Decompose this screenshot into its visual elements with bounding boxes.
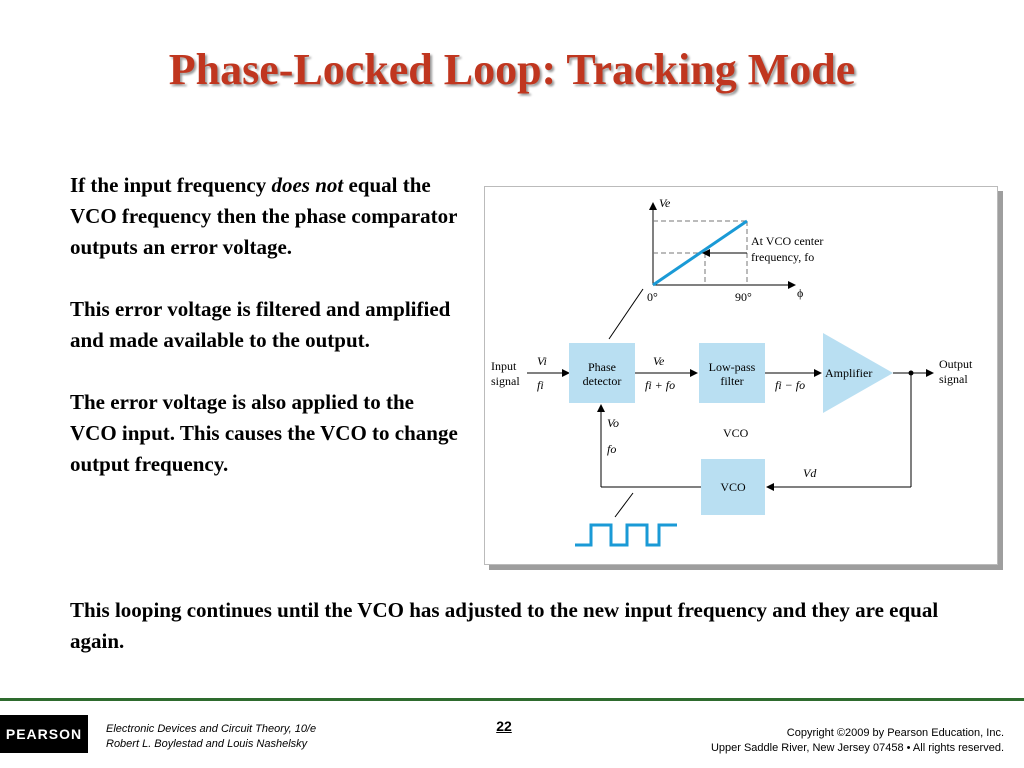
page-number: 22 [496,718,512,734]
input-label-1: Input [491,359,517,373]
fi-minus-fo-label: fi − fo [775,378,806,392]
paragraph-error-voltage: If the input frequency does not equal the VCO frequency then the phase comparator outputs an error voltage. [70,173,458,259]
fi-label: fi [537,378,544,392]
graph-annotation-2: frequency, fo [751,250,815,264]
ve-label: Ve [653,354,665,368]
fo-label: fo [607,442,617,456]
paragraph-filtered: This error voltage is filtered and amplified and made available to the output. [70,297,451,352]
body-text [70,170,460,511]
input-label-2: signal [491,374,520,388]
graph-y-label: Ve [659,196,671,210]
graph-tick-90: 90° [735,290,752,304]
vo-label: Vo [607,416,619,430]
slide-title: Phase-Locked Loop: Tracking Mode [168,45,856,94]
fi-plus-fo-label: fi + fo [645,378,676,392]
square-wave-pointer [615,493,633,517]
book-citation: Electronic Devices and Circuit Theory, 10/e Robert L. Boylestad and Louis Nashelsky [106,723,317,750]
square-wave-icon [575,525,677,545]
lowpass-label-2: filter [720,374,744,388]
conclusion-text: This looping continues until the VCO has adjusted to the new input frequency and they are equal again. [70,598,939,653]
pll-diagram-svg [485,187,997,564]
footer-divider [0,698,1024,701]
amplifier-label: Amplifier [825,366,873,380]
lowpass-label-1: Low-pass [708,360,756,374]
output-label-2: signal [939,372,968,386]
graph-annotation-1: At VCO center [751,234,824,248]
vco-block-label: VCO [720,480,746,494]
copyright-notice: Copyright ©2009 by Pearson Education, Inc. Upper Saddle River, New Jersey 07458 • All rights reserved. [710,727,1004,754]
graph-x-label: ϕ [797,286,804,300]
pll-block-diagram [484,186,998,565]
output-label-1: Output [939,357,973,371]
vi-label: Vi [537,354,547,368]
emphasis-does-not: does not [271,173,344,197]
paragraph-vco-input: The error voltage is also applied to the VCO input. This causes the VCO to change output frequency. [70,390,458,476]
graph-tick-0: 0° [647,290,658,304]
vd-label: Vd [803,466,817,480]
pearson-logo: PEARSON [0,715,88,753]
vco-label: VCO [723,426,749,440]
graph-pointer-line [609,289,643,339]
phase-detector-label-2: detector [582,374,622,388]
phase-detector-label-1: Phase [588,360,616,374]
